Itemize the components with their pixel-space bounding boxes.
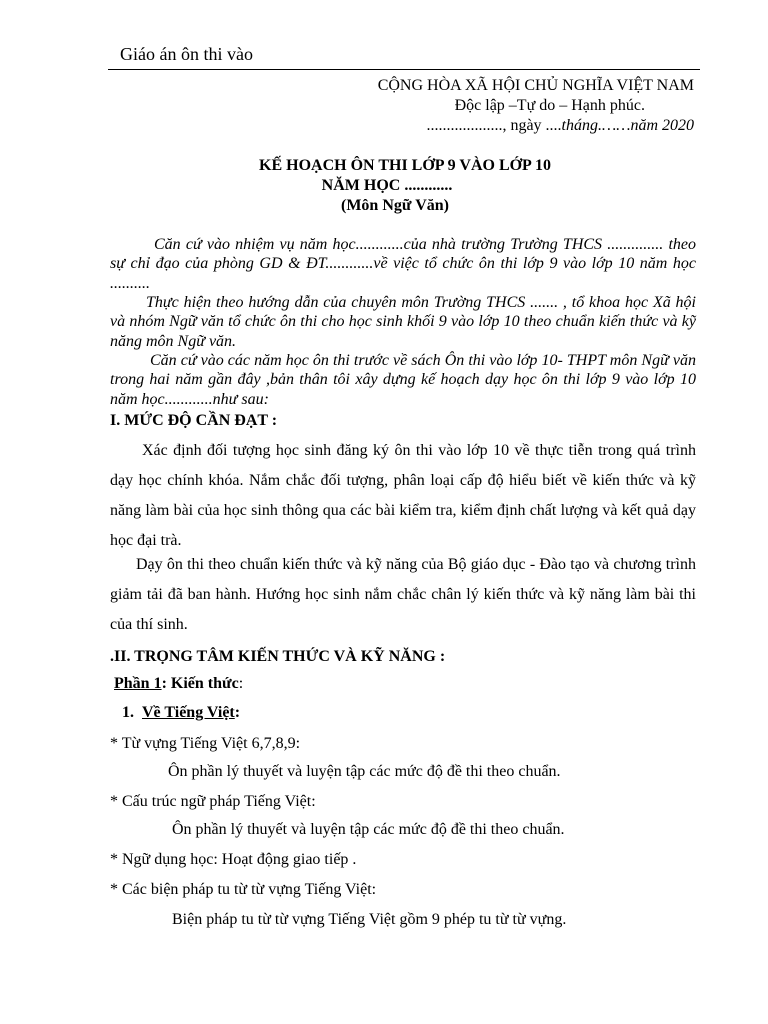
dateline-tail: tháng.……năm 2020 (561, 117, 694, 134)
item-1-heading (122, 704, 240, 722)
detail-grammar: Ôn phần lý thuyết và luyện tập các mức độ đề thi theo chuẩn. (172, 821, 565, 838)
part-1-colon: : (238, 675, 244, 692)
bullet-vocabulary: * Từ vựng Tiếng Việt 6,7,8,9: (110, 735, 301, 752)
preamble-paragraph-2 (110, 293, 696, 351)
national-motto: Độc lập –Tự do – Hạnh phúc. (454, 97, 645, 114)
part-1-title: : Kiến thức (161, 675, 239, 692)
item-1-colon: : (234, 704, 241, 721)
preamble-paragraph-1 (110, 235, 696, 293)
item-1-label: Về Tiếng Việt (142, 704, 235, 721)
preamble-text-1: Căn cứ vào nhiệm vụ năm học............của nhà trường Trường THCS .............. theo sự chỉ đạo của phòng GD & ĐT............về việc tổ chức ôn thi lớp 9 vào lớp 10 năm học .......... (110, 236, 696, 292)
section-1-paragraph-1 (110, 436, 696, 556)
section-1-paragraph-2 (110, 550, 696, 640)
header-divider (108, 69, 700, 70)
dateline-prefix: ..................., ngày .... (426, 117, 562, 134)
plan-title: KẾ HOẠCH ÔN THI LỚP 9 VÀO LỚP 10 (259, 157, 551, 174)
preamble-paragraph-3 (110, 351, 696, 409)
bullet-pragmatics: * Ngữ dụng học: Hoạt động giao tiếp . (110, 851, 357, 868)
document-header-title: Giáo án ôn thi vào (120, 44, 253, 64)
section-2-heading: .II. TRỌNG TÂM KIẾN THỨC VÀ KỸ NĂNG : (110, 648, 446, 665)
plan-school-year: NĂM HỌC ............ (321, 177, 453, 194)
dateline (426, 117, 694, 135)
preamble-text-3: Căn cứ vào các năm học ôn thi trước về sách Ôn thi vào lớp 10- THPT môn Ngữ văn trong hai năm gần đây ,bản thân tôi xây dựng kế hoạch dạy học ôn thi lớp 9 vào lớp 10 năm học............như sau: (110, 352, 696, 408)
national-title: CỘNG HÒA XÃ HỘI CHỦ NGHĨA VIỆT NAM (377, 77, 694, 94)
bullet-rhetoric: * Các biện pháp tu từ từ vựng Tiếng Việt: (110, 881, 377, 898)
preamble-text-2: Thực hiện theo hướng dẫn của chuyên môn Trường THCS ....... , tổ khoa học Xã hội và nhóm Ngữ văn tổ chức ôn thi cho học sinh khối 9 vào lớp 10 theo chuẩn kiến thức và kỹ năng môn Ngữ văn. (110, 294, 696, 350)
section-1-text-2: Dạy ôn thi theo chuẩn kiến thức và kỹ năng của Bộ giáo dục - Đào tạo và chương trình giảm tải đã ban hành. Hướng học sinh nắm chắc chân lý kiến thức và kỹ năng làm bài thi của thí sinh. (110, 556, 696, 633)
part-1-label: Phần 1 (114, 675, 162, 692)
section-1-text-1: Xác định đối tượng học sinh đăng ký ôn thi vào lớp 10 về thực tiễn trong quá trình dạy học chính khóa. Nắm chắc đối tượng, phân loại cấp độ hiểu biết về kiến thức và kỹ năng làm bài của học sinh thông qua các bài kiểm tra, kiểm định chất lượng và kết quả dạy học đại trà. (110, 442, 696, 549)
bullet-grammar: * Cấu trúc ngữ pháp Tiếng Việt: (110, 793, 316, 810)
part-1-heading (114, 675, 243, 693)
section-1-heading: I. MỨC ĐỘ CẦN ĐẠT : (110, 412, 278, 429)
detail-vocabulary: Ôn phần lý thuyết và luyện tập các mức độ đề thi theo chuẩn. (168, 763, 561, 780)
item-1-number: 1. (122, 704, 134, 721)
plan-subject: (Môn Ngữ Văn) (341, 197, 449, 214)
detail-rhetoric: Biện pháp tu từ từ vựng Tiếng Việt gồm 9 phép tu từ từ vựng. (172, 911, 567, 928)
